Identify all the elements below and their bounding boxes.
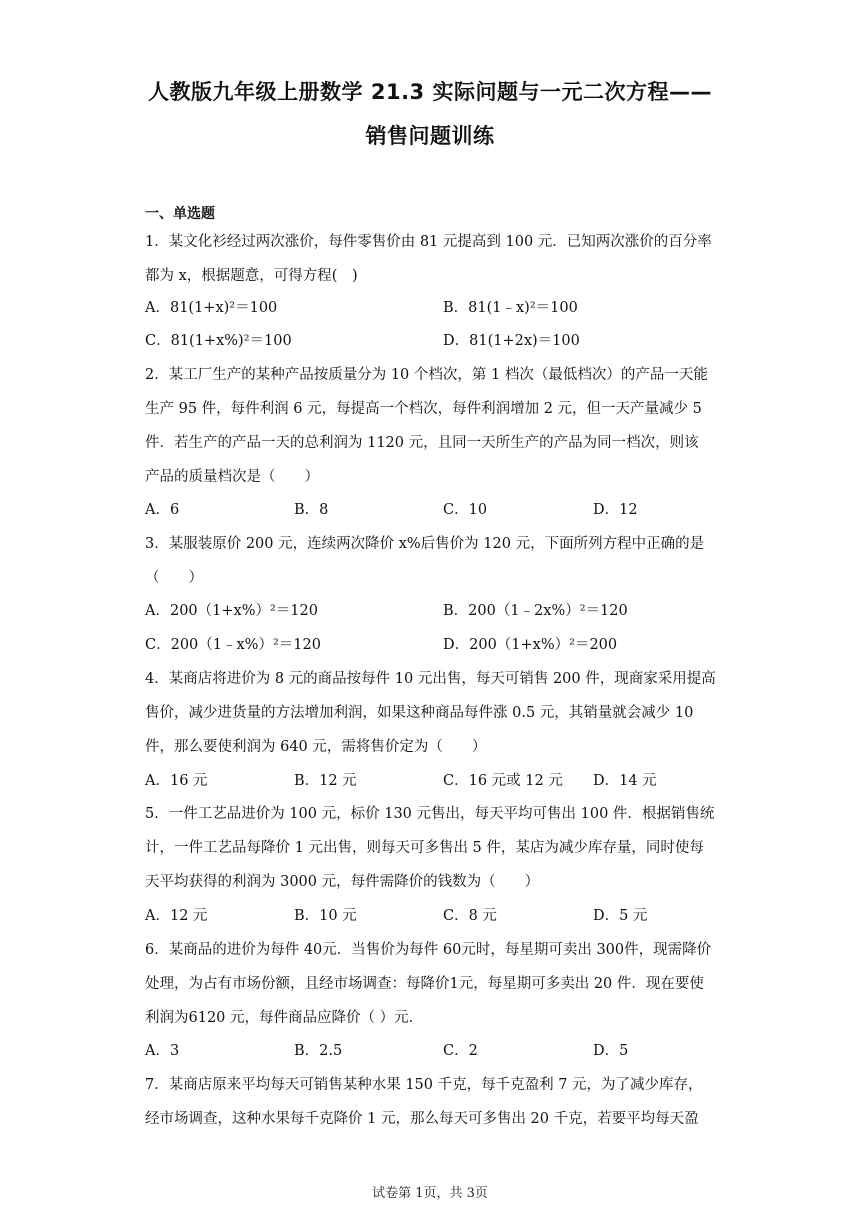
question-7-line-2: 经市场调查，这种水果每千克降价 1 元，那么每天可多售出 20 千克，若要平均每天盈 xyxy=(145,1111,699,1127)
question-5-option-a: A．12 元 xyxy=(145,908,208,924)
question-2-option-a: A．6 xyxy=(145,502,180,518)
question-6-option-c: C．2 xyxy=(443,1043,478,1059)
question-5-line-1: 5．一件工艺品进价为 100 元，标价 130 元售出，每天平均可售出 100 件．根据销售统 xyxy=(145,806,715,822)
question-3-option-d: D．200（1+x%）²＝200 xyxy=(443,637,618,653)
question-3-line-2: （ ） xyxy=(145,570,203,586)
question-6-line-1: 6．某商品的进价为每件 40元．当售价为每件 60元时，每星期可卖出 300件，现需降价 xyxy=(145,942,712,958)
question-2-line-4: 产品的质量档次是（ ） xyxy=(145,469,319,485)
question-4-line-3: 件，那么要使利润为 640 元，需将售价定为（ ） xyxy=(145,739,487,755)
question-1-line-2: 都为 x，根据题意，可得方程( ) xyxy=(145,268,358,284)
question-6-option-d: D．5 xyxy=(593,1043,629,1059)
question-4-line-2: 售价，减少进货量的方法增加利润，如果这种商品每件涨 0.5 元，其销量就会减少 10 xyxy=(145,705,694,721)
question-4-option-a: A．16 元 xyxy=(145,773,208,789)
question-5-line-2: 计，一件工艺品每降价 1 元出售，则每天可多售出 5 件，某店为减少库存量，同时使每 xyxy=(145,840,704,856)
question-6-line-2: 处理，为占有市场份额，且经市场调查：每降价1元，每星期可多卖出 20 件．现在要使 xyxy=(145,976,704,992)
question-5-option-d: D．5 元 xyxy=(593,908,648,924)
question-5-option-b: B．10 元 xyxy=(294,908,357,924)
question-1-option-c: C．81(1+x%)²＝100 xyxy=(145,333,292,349)
question-2-option-d: D．12 xyxy=(593,502,638,518)
question-4-option-b: B．12 元 xyxy=(294,773,357,789)
question-5-option-c: C．8 元 xyxy=(443,908,497,924)
question-1-option-a: A．81(1+x)²＝100 xyxy=(145,300,278,316)
document-title-line-2: 销售问题训练 xyxy=(365,124,495,148)
question-2-line-1: 2．某工厂生产的某种产品按质量分为 10 个档次，第 1 档次（最低档次）的产品一天能 xyxy=(145,367,708,383)
question-6-option-b: B．2.5 xyxy=(294,1043,343,1059)
question-1-line-1: 1．某文化衫经过两次涨价，每件零售价由 81 元提高到 100 元．已知两次涨价的百分率 xyxy=(145,234,712,250)
question-4-option-d: D．14 元 xyxy=(593,773,657,789)
page-footer: 试卷第 1页，共 3页 xyxy=(372,1186,488,1201)
question-1-option-d: D．81(1+2x)＝100 xyxy=(443,333,580,349)
document-title-line-1: 人教版九年级上册数学 21.3 实际问题与一元二次方程—— xyxy=(148,80,712,104)
question-6-line-3: 利润为6120 元，每件商品应降价（ ）元． xyxy=(145,1010,424,1026)
question-2-option-b: B．8 xyxy=(294,502,329,518)
section-heading: 一、单选题 xyxy=(145,206,215,222)
question-3-line-1: 3．某服装原价 200 元，连续两次降价 x%后售价为 120 元，下面所列方程中正确的是 xyxy=(145,536,705,552)
question-3-option-c: C．200（1﹣x%）²＝120 xyxy=(145,637,321,653)
question-3-option-a: A．200（1+x%）²＝120 xyxy=(145,603,318,619)
question-4-option-c: C．16 元或 12 元 xyxy=(443,773,563,789)
question-2-line-2: 生产 95 件，每件利润 6 元，每提高一个档次，每件利润增加 2 元，但一天产量减少 5 xyxy=(145,401,702,417)
question-4-line-1: 4．某商店将进价为 8 元的商品按每件 10 元出售，每天可销售 200 件，现商家采用提高 xyxy=(145,671,716,687)
question-1-option-b: B．81(1﹣x)²＝100 xyxy=(443,300,578,316)
question-5-line-3: 天平均获得的利润为 3000 元，每件需降价的钱数为（ ） xyxy=(145,874,540,890)
question-6-option-a: A．3 xyxy=(145,1043,180,1059)
question-3-option-b: B．200（1﹣2x%）²＝120 xyxy=(443,603,628,619)
question-2-option-c: C．10 xyxy=(443,502,488,518)
question-2-line-3: 件．若生产的产品一天的总利润为 1120 元，且同一天所生产的产品为同一档次，则该 xyxy=(145,435,699,451)
question-7-line-1: 7．某商店原来平均每天可销售某种水果 150 千克，每千克盈利 7 元，为了减少库存， xyxy=(145,1077,703,1093)
